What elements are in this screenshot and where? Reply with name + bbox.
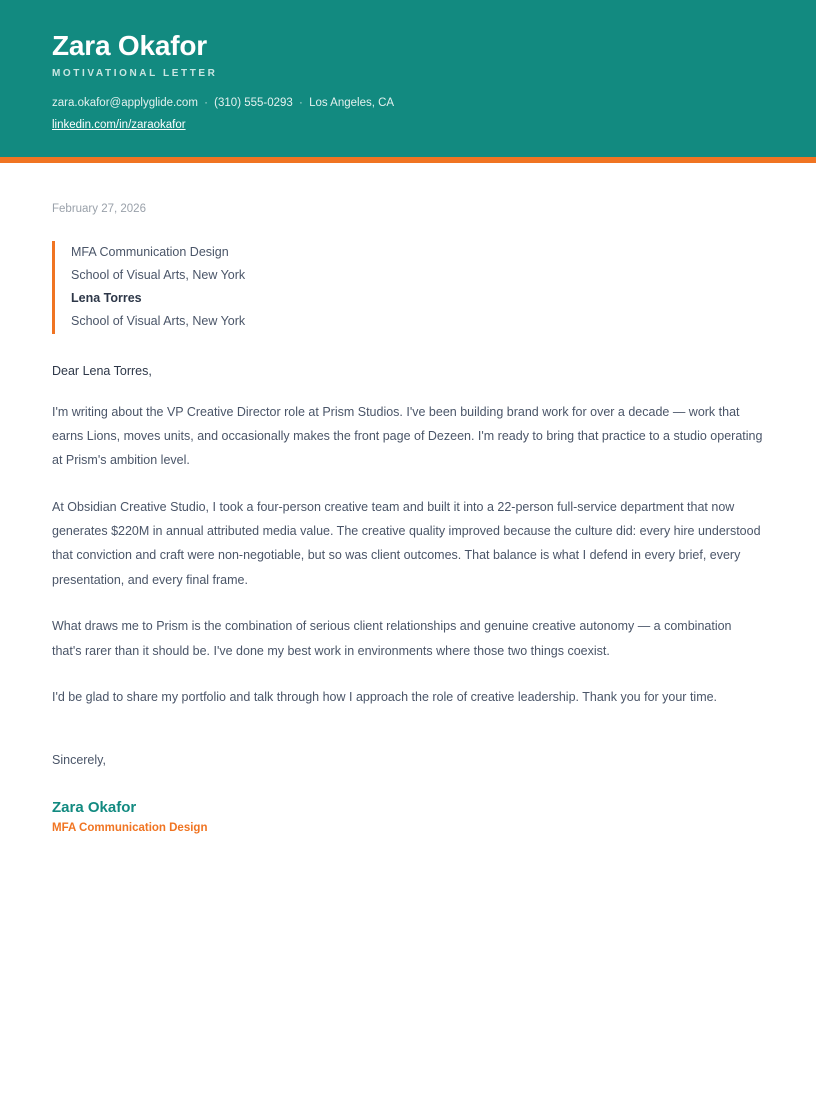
- recipient-program: MFA Communication Design: [71, 245, 229, 259]
- letter-body: [0, 203, 816, 837]
- letter-date: February 27, 2026: [52, 203, 146, 215]
- recipient-institution-2: School of Visual Arts, New York: [71, 314, 246, 329]
- recipient-name: Lena Torres: [71, 291, 142, 306]
- body-paragraph-4: I'd be glad to share my portfolio and talk through how I approach the role of creative leadership. Thank you for your time.: [52, 689, 718, 704]
- contact-email: zara.okafor@applyglide.com: [52, 97, 198, 110]
- document-type-label: MOTIVATIONAL LETTER: [52, 68, 218, 80]
- page-title: Zara Okafor: [52, 30, 207, 61]
- body-paragraph-2: At Obsidian Creative Studio, I took a four-person creative team and built it into a 22-person full-service department that now generates $220M in annual attributed media value. The creative quality improved because the culture did: every hire understood that conviction and craft were non-negotiable, but so was client outcomes. That balance is what I defend in every brief, every presentation, and every final frame.: [52, 499, 761, 587]
- recipient-block: [52, 241, 764, 334]
- contact-separator-2: ·: [299, 97, 303, 110]
- body-paragraph-3: What draws me to Prism is the combination of serious client relationships and genuine creative autonomy — a combination that's rarer than it should be. I've done my best work in environments where those two things coexist.: [52, 619, 732, 658]
- letterhead-header: [0, 0, 816, 163]
- signature-block: [52, 799, 764, 837]
- contact-line: [52, 93, 764, 115]
- closing-line: Sincerely,: [52, 753, 106, 768]
- signature-role: MFA Communication Design: [52, 822, 208, 834]
- contact-separator-1: ·: [204, 97, 208, 110]
- contact-location: Los Angeles, CA: [309, 97, 395, 110]
- contact-phone: (310) 555-0293: [214, 97, 293, 110]
- body-paragraph-1: I'm writing about the VP Creative Director role at Prism Studios. I've been building brand work for over a decade — work that earns Lions, moves units, and occasionally makes the front page of Dezeen. I'm ready to bring that practice to a studio operating at Prism's ambition level.: [52, 404, 763, 468]
- salutation: Dear Lena Torres,: [52, 363, 152, 378]
- linkedin-link[interactable]: linkedin.com/in/zaraokafor: [52, 119, 186, 132]
- signature-name: Zara Okafor: [52, 799, 137, 817]
- recipient-institution: School of Visual Arts, New York: [71, 268, 246, 283]
